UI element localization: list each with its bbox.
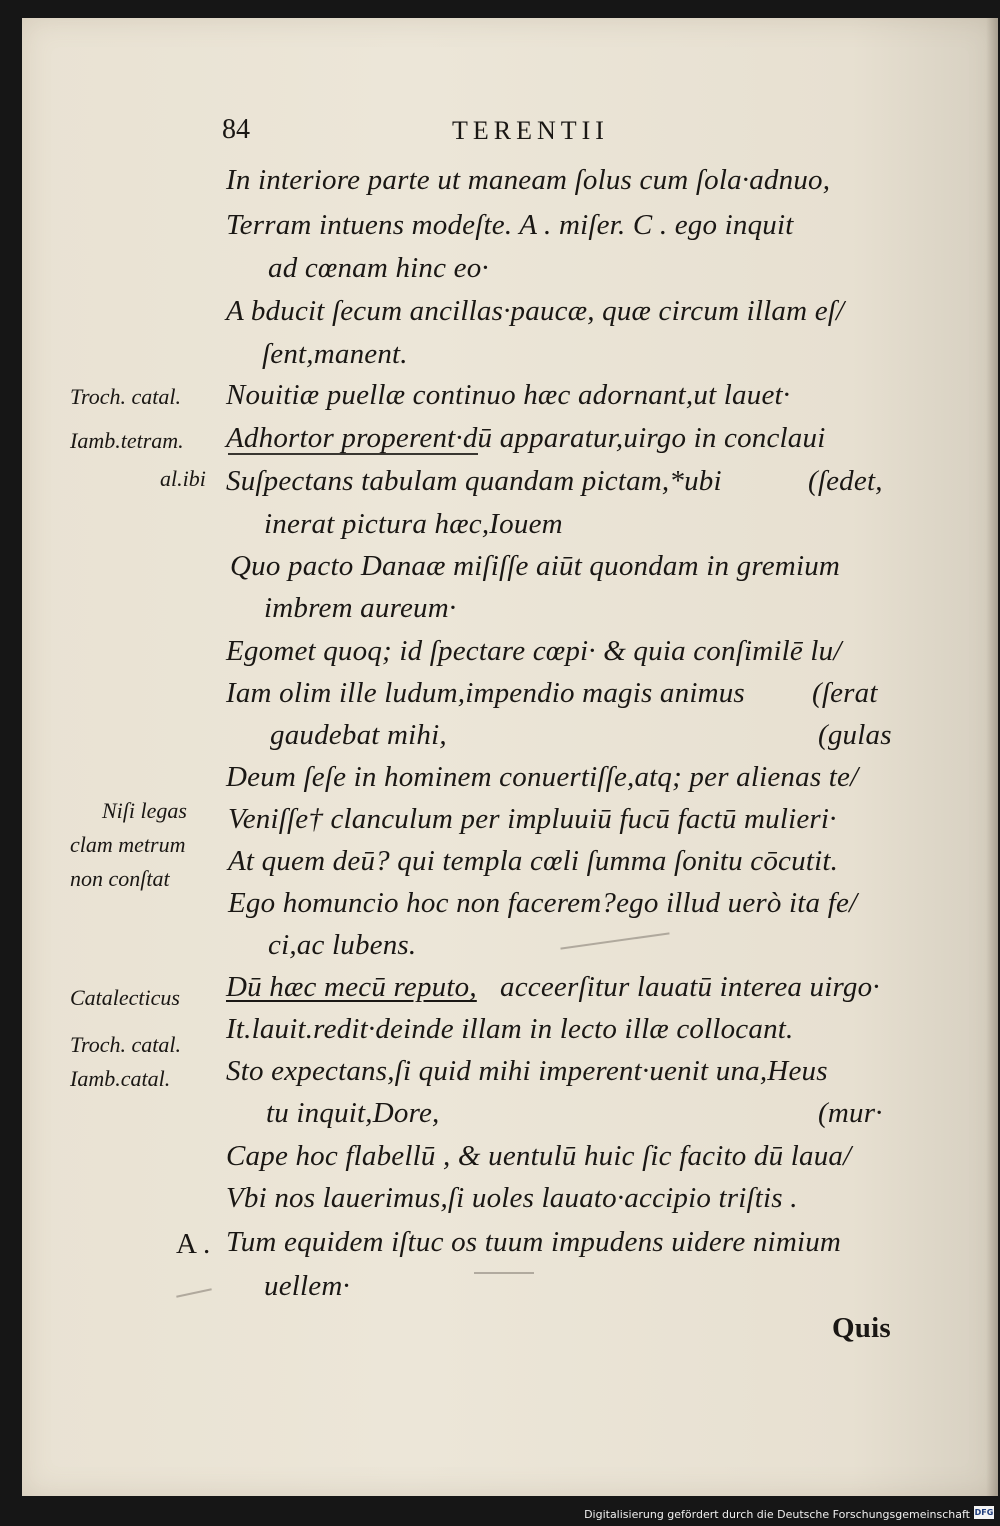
text-line: Vbi nos lauerimus,ſi uoles lauato·accipio triſtis . — [226, 1182, 798, 1214]
speaker-mark: A . — [176, 1228, 211, 1260]
ink-underline — [228, 453, 478, 455]
margin-note: clam metrum — [70, 832, 186, 857]
text-line: At quem deū? qui templa cœli ſumma ſonitu cōcutit. — [228, 845, 839, 877]
text-line: ſent,manent. — [262, 338, 408, 370]
text-line: Sto expectans,ſi quid mihi imperent·uenit una,Heus — [226, 1055, 828, 1087]
funding-credit: Digitalisierung gefördert durch die Deutsche Forschungsgemeinschaft — [584, 1508, 970, 1521]
dfg-logo: DFG — [974, 1508, 994, 1517]
text-line: A bducit ſecum ancillas·paucæ, quæ circum illam eſ/ — [226, 295, 845, 327]
margin-note: Iamb.tetram. — [70, 428, 184, 453]
text-line: Tum equidem iſtuc os tuum impudens uidere nimium — [226, 1226, 842, 1258]
text-line: ci,ac lubens. — [268, 929, 417, 961]
text-line: imbrem aureum· — [264, 592, 457, 624]
text-line: acceerſitur lauatū interea uirgo· — [500, 971, 880, 1003]
text-line-turnover: (gulas — [818, 719, 892, 751]
underlined-text: Dū hæc mecū reputo, — [226, 971, 477, 1003]
margin-note: non conſtat — [70, 866, 170, 891]
margin-note: Troch. catal. — [70, 1032, 182, 1057]
margin-note: Iamb.catal. — [70, 1066, 171, 1091]
pencil-stroke — [474, 1272, 534, 1274]
text-line: Cape hoc flabellū , & uentulū huic ſic facito dū laua/ — [226, 1140, 852, 1172]
text-line: uellem· — [264, 1270, 350, 1302]
text-line: gaudebat mihi, — [270, 719, 447, 751]
text-line: inerat pictura hæc,Iouem — [264, 508, 563, 540]
text-line: Egomet quoq; id ſpectare cœpi· & quia conſimilē lu/ — [226, 635, 842, 667]
text-line-turnover: (ſerat — [812, 677, 878, 709]
text-line: Quo pacto Danaæ miſiſſe aiūt quondam in gremium — [230, 550, 841, 582]
text-line: Adhortor properent·dū apparatur,uirgo in conclaui — [226, 422, 826, 454]
text-line-turnover: (mur· — [818, 1097, 883, 1129]
text-line: Iam olim ille ludum,impendio magis animus — [226, 677, 745, 709]
margin-note: Catalecticus — [70, 985, 180, 1010]
page-gutter-shadow — [986, 18, 998, 1496]
margin-note: Troch. catal. — [70, 384, 182, 409]
text-line: It.lauit.redit·deinde illam in lecto illæ collocant. — [226, 1013, 794, 1045]
margin-note: al.ibi — [160, 466, 206, 491]
text-line: In interiore parte ut maneam ſolus cum ſola·adnuo, — [226, 164, 831, 196]
text-line: Suſpectans tabulam quandam pictam,*ubi — [226, 465, 722, 497]
running-title: TERENTII — [452, 116, 609, 145]
page-number: 84 — [222, 114, 250, 145]
text-line-turnover: (ſedet, — [808, 465, 883, 497]
text-line: Terram intuens modeſte. A . miſer. C . ego inquit — [226, 209, 794, 241]
text-line: Veniſſe† clanculum per impluuiū fucū factū mulieri· — [228, 803, 837, 835]
text-line: tu inquit,Dore, — [266, 1097, 440, 1129]
text-line: Deum ſeſe in hominem conuertiſſe,atq; per alienas te/ — [226, 761, 859, 793]
catchword: Quis — [832, 1312, 891, 1344]
text-line: ad cœnam hinc eo· — [268, 252, 489, 284]
text-line: Ego homuncio hoc non facerem?ego illud uerò ita fe/ — [228, 887, 858, 919]
margin-note: Niſi legas — [102, 798, 187, 823]
text-line: Nouitiæ puellæ continuo hæc adornant,ut lauet· — [226, 379, 791, 411]
